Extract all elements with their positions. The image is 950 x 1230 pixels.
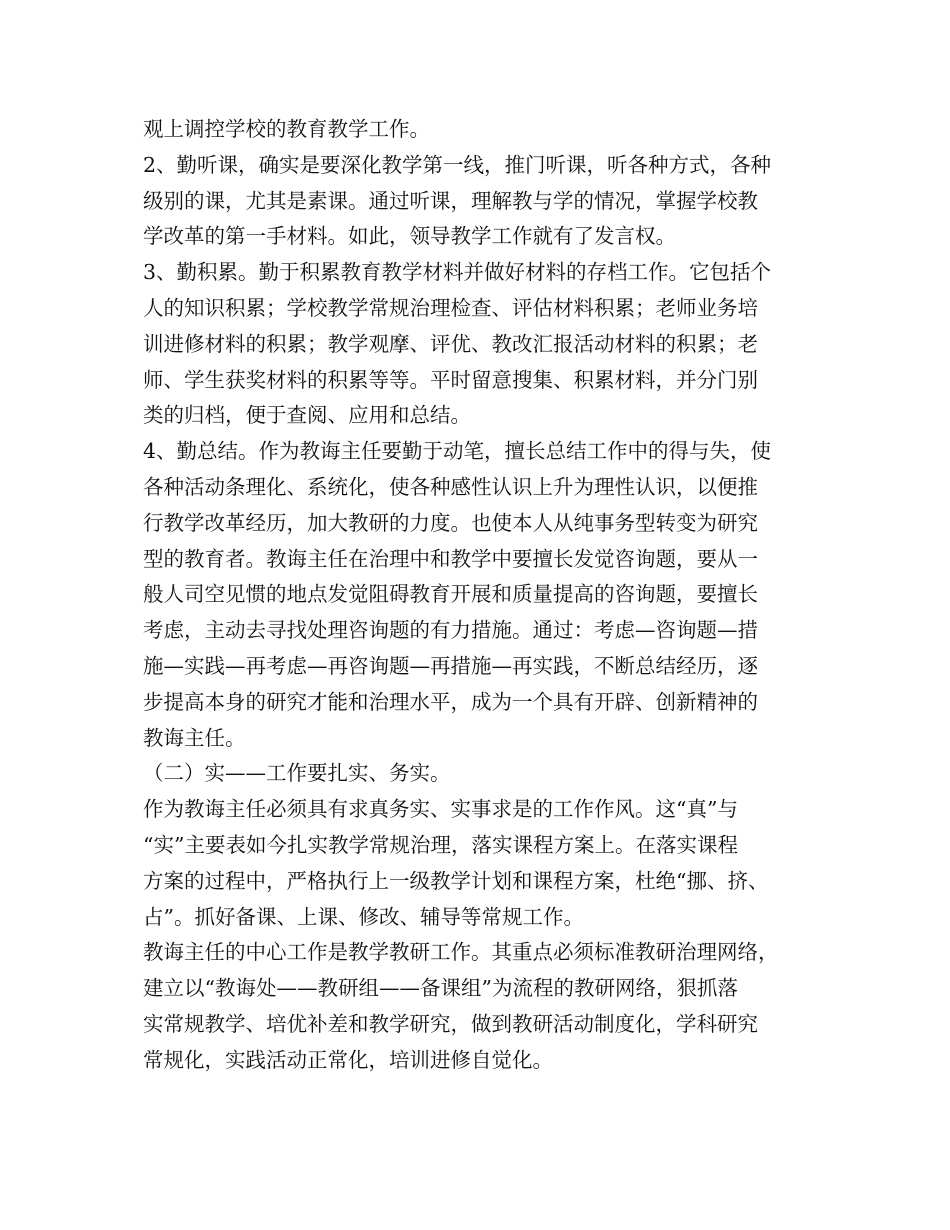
- text-line: 常规化，实践活动正常化，培训进修自觉化。: [143, 1047, 553, 1072]
- text-line: 观上调控学校的教育教学工作。: [143, 117, 430, 141]
- text-line: 实常规教学、培优补差和教学研究，做到教研活动制度化，学科研究: [143, 1011, 758, 1036]
- text-line: 4、勤总结。作为教诲主任要勤于动笔，擅长总结工作中的得与失，使: [143, 439, 772, 464]
- text-line: 施—实践—再考虑—再咨询题—再措施—再实践，不断总结经历，逐: [143, 653, 758, 678]
- text-line: 教诲主任。: [143, 725, 246, 750]
- text-line: 步提高本身的研究才能和治理水平，成为一个具有开辟、创新精神的: [143, 689, 758, 714]
- document-body: [143, 112, 823, 1079]
- text-line: 级别的课，尤其是素课。通过听课，理解教与学的情况，掌握学校教: [143, 188, 758, 213]
- section-heading: （二）实——工作要扎实、务实。: [143, 761, 451, 786]
- text-line: 师、学生获奖材料的积累等等。平时留意搜集、积累材料，并分门别: [143, 367, 758, 392]
- text-line: 类的归档，便于查阅、应用和总结。: [143, 403, 471, 428]
- text-line: 2、勤听课，确实是要深化教学第一线，推门听课，听各种方式，各种: [143, 152, 772, 177]
- text-line: 考虑，主动去寻找处理咨询题的有力措施。通过：考虑—咨询题—措: [143, 618, 758, 643]
- text-line: 占”。抓好备课、上课、修改、辅导等常规工作。: [143, 904, 584, 929]
- text-line: 型的教育者。教诲主任在治理中和教学中要擅长发觉咨询题，要从一: [143, 546, 758, 571]
- text-line: 行教学改革经历，加大教研的力度。也使本人从纯事务型转变为研究: [143, 510, 758, 535]
- text-line: 3、勤积累。勤于积累教育教学材料并做好材料的存档工作。它包括个: [143, 260, 772, 285]
- text-line: 方案的过程中，严格执行上一级教学计划和课程方案，杜绝“挪、挤、: [143, 868, 769, 893]
- text-line: 学改革的第一手材料。如此，领导教学工作就有了发言权。: [143, 224, 676, 249]
- text-line: 作为教诲主任必须具有求真务实、实事求是的工作作风。这“真”与: [143, 797, 738, 822]
- text-line: 建立以“教诲处——教研组——备课组”为流程的教研网络，狠抓落: [143, 976, 738, 1001]
- text-line: 各种活动条理化、系统化，使各种感性认识上升为理性认识，以便推: [143, 474, 758, 499]
- text-line: 人的知识积累；学校教学常规治理检查、评估材料积累；老师业务培: [143, 295, 758, 320]
- text-line: “实”主要表如今扎实教学常规治理，落实课程方案上。在落实课程: [143, 832, 738, 857]
- text-line: 般人司空见惯的地点发觉阻碍教育开展和质量提高的咨询题，要擅长: [143, 582, 758, 607]
- text-line: 教诲主任的中心工作是教学教研工作。其重点必须标准教研治理网络，: [143, 940, 779, 965]
- text-line: 训进修材料的积累；教学观摩、评优、教改汇报活动材料的积累；老: [143, 331, 758, 356]
